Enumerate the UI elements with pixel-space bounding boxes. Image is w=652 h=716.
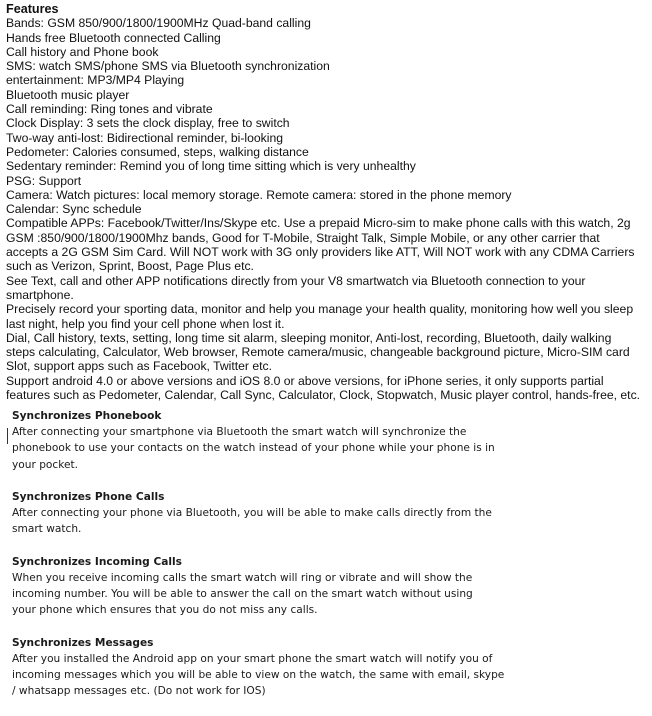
section-body-line: After connecting your smartphone via Bluetooth the smart watch will synchronize the <box>12 426 467 439</box>
text-cursor <box>7 428 8 444</box>
feature-line: Two-way anti-lost: Bidirectional reminder, bi-looking <box>6 130 284 145</box>
feature-line: Clock Display: 3 sets the clock display, free to switch <box>6 116 290 131</box>
section-body-line: After you installed the Android app on your smart phone the smart watch will notify you of <box>12 653 493 665</box>
feature-line: accepts a 2G GSM Sim Card. Will NOT work with 3G only providers like ATT, Will NOT work with any CDMA Carriers <box>6 245 635 260</box>
feature-line: Bluetooth music player <box>6 87 130 102</box>
feature-line: Pedometer: Calories consumed, steps, walking distance <box>6 144 309 159</box>
feature-line: steps calculating, Calculator, Web browser, Remote camera/music, changeable background picture, Micro-SIM card <box>6 345 630 360</box>
feature-line: such as Verizon, Sprint, Boost, Page Plus etc. <box>6 259 254 274</box>
feature-line: last night, help you find your cell phone when lost it. <box>6 316 285 331</box>
feature-line: Call history and Phone book <box>6 44 159 59</box>
feature-line: Call reminding: Ring tones and vibrate <box>6 102 213 117</box>
section-title: Synchronizes Incoming Calls <box>12 555 182 568</box>
feature-line: Precisely record your sporting data, monitor and help you manage your health quality, monitoring how well you sleep <box>6 302 634 317</box>
section-phone-calls <box>12 489 646 538</box>
section-messages <box>12 635 646 700</box>
feature-line: smartphone. <box>6 287 74 302</box>
feature-line: Compatible APPs: Facebook/Twitter/Ins/Skype etc. Use a prepaid Micro-sim to make phone calls with this watch, 2g <box>6 216 631 231</box>
feature-line: Camera: Watch pictures: local memory storage. Remote camera: stored in the phone memory <box>6 187 512 202</box>
section-body-line: incoming number. You will be able to answer the call on the smart watch without using <box>12 588 473 601</box>
section-title: Synchronizes Phonebook <box>12 410 162 422</box>
feature-line: Support android 4.0 or above versions and iOS 8.0 or above versions, for iPhone series, it only supports partial <box>6 373 604 388</box>
section-body-line: incoming messages which you will be able to view on the watch, the same with email, skype <box>12 669 505 682</box>
feature-line: entertainment: MP3/MP4 Playing <box>6 73 185 88</box>
feature-line: Slot, support apps such as Facebook, Twitter etc. <box>6 359 273 374</box>
section-phonebook <box>12 408 646 473</box>
features-heading: Features <box>6 2 59 16</box>
feature-line: Bands: GSM 850/900/1800/1900MHz Quad-band calling <box>6 16 311 31</box>
section-body-line: your pocket. <box>12 458 79 471</box>
feature-line: Dial, Call history, texts, setting, long time sit alarm, sleeping monitor, Anti-lost, recording, Bluetooth, daily walking <box>6 330 612 345</box>
section-title: Synchronizes Phone Calls <box>12 491 165 503</box>
section-body-line: your phone which ensures that you do not miss any calls. <box>12 604 318 617</box>
section-incoming-calls <box>12 554 646 619</box>
section-body-line: phonebook to use your contacts on the watch instead of your phone while your phone is in <box>12 442 495 455</box>
section-body-line: After connecting your phone via Bluetooth, you will be able to make calls directly from the <box>12 507 492 520</box>
features-block <box>6 2 650 402</box>
feature-line: PSG: Support <box>6 173 82 188</box>
feature-line: Sedentary reminder: Remind you of long time sitting which is very unhealthy <box>6 159 416 174</box>
feature-line: See Text, call and other APP notifications directly from your V8 smartwatch via Bluetooth connection to your <box>6 273 586 288</box>
feature-line: SMS: watch SMS/phone SMS via Bluetooth synchronization <box>6 59 330 74</box>
feature-line: GSM :850/900/1800/1900Mhz bands, Good for T-Mobile, Straight Talk, Simple Mobile, or any other carrier that <box>6 230 600 245</box>
section-body-line: When you receive incoming calls the smart watch will ring or vibrate and will show the <box>12 572 473 584</box>
sync-sections <box>12 408 646 716</box>
feature-line: Calendar: Sync schedule <box>6 202 142 217</box>
section-body-line: smart watch. <box>12 523 82 536</box>
feature-line: Hands free Bluetooth connected Calling <box>6 30 221 45</box>
section-body-line: / whatsapp messages etc. (Do not work for IOS) <box>12 685 266 698</box>
feature-line: features such as Pedometer, Calendar, Call Sync, Calculator, Clock, Stopwatch, Music player control, hands-free, etc. <box>6 388 641 403</box>
section-title: Synchronizes Messages <box>12 636 154 649</box>
